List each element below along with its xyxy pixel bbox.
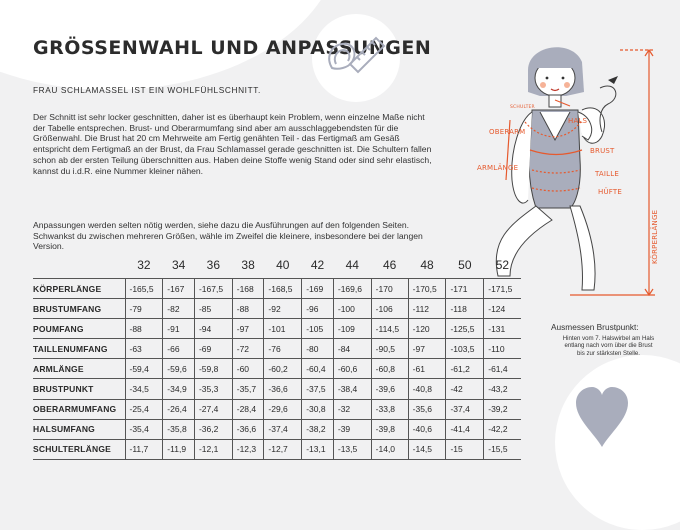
table-cell: -118 bbox=[446, 299, 484, 319]
table-cell: -105 bbox=[302, 319, 334, 339]
table-cell: -42 bbox=[446, 379, 484, 399]
table-cell: -72 bbox=[232, 339, 264, 359]
adjustments-paragraph: Anpassungen werden selten nötig werden, siehe dazu die Ausführungen auf den folgenden Seiten. Schwankst du zwischen mehreren Größen, wähle im Zweifel die kleinere, insbesondere bei der langen Version. bbox=[33, 220, 423, 252]
table-cell: -35,8 bbox=[163, 419, 195, 439]
table-cell: -37,5 bbox=[302, 379, 334, 399]
row-label: BRUSTPUNKT bbox=[33, 379, 125, 399]
table-cell: -125,5 bbox=[446, 319, 484, 339]
table-cell: -12,3 bbox=[232, 439, 264, 459]
label-schulter: SCHULTER bbox=[510, 105, 535, 110]
table-cell: -63 bbox=[125, 339, 163, 359]
table-cell: -96 bbox=[302, 299, 334, 319]
table-cell: -169,6 bbox=[333, 279, 371, 299]
heart-icon bbox=[574, 385, 630, 449]
label-hals: HALS bbox=[568, 117, 588, 125]
table-cell: -120 bbox=[408, 319, 446, 339]
page-title: GRÖSSENWAHL UND ANPASSUNGEN bbox=[33, 37, 432, 59]
size-header-empty bbox=[33, 252, 125, 279]
table-cell: -60 bbox=[232, 359, 264, 379]
table-cell: -101 bbox=[264, 319, 302, 339]
intro-paragraph: Der Schnitt ist sehr locker geschnitten, daher ist es überhaupt kein Problem, wenn einzelne Maße nicht der Tabelle entsprechen. Brust- und Oberarmumfang sind aber am ausschlaggebendsten für die Größenwahl. Die Brust hat 20 cm Mehrweite am Fertig genähten Teil - das Fertigmaß am Gesäß entspricht dem Fertigmaß an der Brust, da Frau Schlamassel gerade geschnitten ist. Die Schultern fallen schon ab der ersten Teilung überschnitten aus. Haben deine Stoffe wenig Stand oder sind sehr elastisch, kannst du i.d.R. eine Nummer kleiner nähen. bbox=[33, 112, 432, 176]
table-cell: -59,8 bbox=[194, 359, 232, 379]
table-cell: -82 bbox=[163, 299, 195, 319]
size-header: 48 bbox=[420, 258, 434, 272]
table-cell: -85 bbox=[194, 299, 232, 319]
table-cell: -12,7 bbox=[264, 439, 302, 459]
table-cell: -167 bbox=[163, 279, 195, 299]
table-cell: -88 bbox=[232, 299, 264, 319]
table-cell: -60,6 bbox=[333, 359, 371, 379]
label-koerperlaenge: KÖRPERLÄNGE bbox=[651, 209, 659, 264]
table-cell: -29,6 bbox=[264, 399, 302, 419]
table-cell: -25,4 bbox=[125, 399, 163, 419]
table-cell: -97 bbox=[408, 339, 446, 359]
table-cell: -109 bbox=[333, 319, 371, 339]
table-cell: -94 bbox=[194, 319, 232, 339]
row-label: KÖRPERLÄNGE bbox=[33, 279, 125, 299]
table-cell: -43,2 bbox=[484, 379, 521, 399]
table-cell: -170,5 bbox=[408, 279, 446, 299]
table-cell: -30,8 bbox=[302, 399, 334, 419]
size-header: 40 bbox=[276, 258, 290, 272]
size-header: 46 bbox=[382, 258, 397, 272]
table-cell: -28,4 bbox=[232, 399, 264, 419]
table-cell: -36,2 bbox=[194, 419, 232, 439]
table-cell: -40,6 bbox=[408, 419, 446, 439]
table-cell: -14,5 bbox=[408, 439, 446, 459]
size-header: 52 bbox=[495, 258, 510, 272]
side-note-title: Ausmessen Brustpunkt: bbox=[551, 322, 639, 332]
table-cell: -41,4 bbox=[446, 419, 484, 439]
table-cell: -39 bbox=[333, 419, 371, 439]
label-taille: TAILLE bbox=[595, 170, 620, 178]
table-cell: -167,5 bbox=[194, 279, 232, 299]
table-cell: -36,6 bbox=[232, 419, 264, 439]
table-cell: -15 bbox=[446, 439, 484, 459]
table-cell: -168 bbox=[232, 279, 264, 299]
table-cell: -26,4 bbox=[163, 399, 195, 419]
table-cell: -171 bbox=[446, 279, 484, 299]
table-cell: -84 bbox=[333, 339, 371, 359]
table-cell: -100 bbox=[333, 299, 371, 319]
table-cell: -38,2 bbox=[302, 419, 334, 439]
table-row bbox=[33, 319, 521, 339]
table-cell: -35,6 bbox=[408, 399, 446, 419]
table-cell: -92 bbox=[264, 299, 302, 319]
table-cell: -34,9 bbox=[163, 379, 195, 399]
table-cell: -97 bbox=[232, 319, 264, 339]
table-cell: -91 bbox=[163, 319, 195, 339]
row-label: OBERARMUMFANG bbox=[33, 399, 125, 419]
table-cell: -39,6 bbox=[371, 379, 408, 399]
table-cell: -59,6 bbox=[163, 359, 195, 379]
table-cell: -60,2 bbox=[264, 359, 302, 379]
size-header: 42 bbox=[310, 258, 325, 272]
table-cell: -171,5 bbox=[484, 279, 521, 299]
table-cell: -11,9 bbox=[163, 439, 195, 459]
size-header: 44 bbox=[345, 258, 359, 272]
table-cell: -35,7 bbox=[232, 379, 264, 399]
size-header: 50 bbox=[458, 258, 472, 272]
table-cell: -110 bbox=[484, 339, 521, 359]
row-label: ARMLÄNGE bbox=[33, 359, 125, 379]
table-row bbox=[33, 339, 521, 359]
subtitle: FRAU SCHLAMASSEL IST EIN WOHLFÜHLSCHNITT. bbox=[33, 85, 261, 95]
label-armlaenge: ARMLÄNGE bbox=[477, 164, 519, 172]
row-label: BRUSTUMFANG bbox=[33, 299, 125, 319]
table-cell: -39,2 bbox=[484, 399, 521, 419]
row-label: POUMFANG bbox=[33, 319, 125, 339]
table-row bbox=[33, 379, 521, 399]
table-cell: -42,2 bbox=[484, 419, 521, 439]
measuring-tape-icon bbox=[320, 22, 392, 86]
table-cell: -69 bbox=[194, 339, 232, 359]
table-row bbox=[33, 299, 521, 319]
table-cell: -32 bbox=[333, 399, 371, 419]
table-cell: -13,5 bbox=[333, 439, 371, 459]
table-cell: -60,4 bbox=[302, 359, 334, 379]
table-cell: -170 bbox=[371, 279, 408, 299]
table-cell: -37,4 bbox=[264, 419, 302, 439]
label-oberarm: OBERARM bbox=[489, 128, 526, 136]
row-label: TAILLENUMFANG bbox=[33, 339, 125, 359]
table-cell: -168,5 bbox=[264, 279, 302, 299]
table-cell: -88 bbox=[125, 319, 163, 339]
table-cell: -33,8 bbox=[371, 399, 408, 419]
table-cell: -169 bbox=[302, 279, 334, 299]
table-cell: -103,5 bbox=[446, 339, 484, 359]
table-cell: -14,0 bbox=[371, 439, 408, 459]
table-cell: -40,8 bbox=[408, 379, 446, 399]
table-cell: -124 bbox=[484, 299, 521, 319]
size-header: 32 bbox=[137, 258, 151, 272]
table-cell: -112 bbox=[408, 299, 446, 319]
table-cell: -80 bbox=[302, 339, 334, 359]
figure-right-leg bbox=[570, 206, 595, 290]
row-label: SCHULTERLÄNGE bbox=[33, 439, 125, 459]
size-header-row bbox=[33, 252, 521, 279]
table-cell: -59,4 bbox=[125, 359, 163, 379]
table-cell: -79 bbox=[125, 299, 163, 319]
label-huefte: HÜFTE bbox=[598, 188, 622, 196]
table-cell: -34,5 bbox=[125, 379, 163, 399]
table-row bbox=[33, 419, 521, 439]
table-cell: -15,5 bbox=[484, 439, 521, 459]
row-label: HALSUMFANG bbox=[33, 419, 125, 439]
size-table bbox=[33, 252, 521, 460]
table-cell: -90,5 bbox=[371, 339, 408, 359]
label-brust: BRUST bbox=[590, 147, 615, 155]
table-cell: -38,4 bbox=[333, 379, 371, 399]
table-cell: -39,8 bbox=[371, 419, 408, 439]
table-row bbox=[33, 279, 521, 299]
table-cell: -27,4 bbox=[194, 399, 232, 419]
table-cell: -11,7 bbox=[125, 439, 163, 459]
table-cell: -66 bbox=[163, 339, 195, 359]
size-header: 36 bbox=[206, 258, 221, 272]
table-cell: -76 bbox=[264, 339, 302, 359]
table-cell: -13,1 bbox=[302, 439, 334, 459]
table-cell: -61 bbox=[408, 359, 446, 379]
side-note-text: Hinten vom 7. Halswirbel am Hals entlang nach vorn über die Brust bis zur stärksten Stelle. bbox=[562, 335, 655, 357]
table-cell: -131 bbox=[484, 319, 521, 339]
table-row bbox=[33, 399, 521, 419]
table-cell: -61,2 bbox=[446, 359, 484, 379]
table-cell: -61,4 bbox=[484, 359, 521, 379]
size-header: 38 bbox=[241, 258, 255, 272]
table-cell: -114,5 bbox=[371, 319, 408, 339]
table-cell: -36,6 bbox=[264, 379, 302, 399]
table-cell: -60,8 bbox=[371, 359, 408, 379]
table-cell: -106 bbox=[371, 299, 408, 319]
table-row bbox=[33, 359, 521, 379]
size-header: 34 bbox=[171, 258, 186, 272]
table-cell: -37,4 bbox=[446, 399, 484, 419]
table-cell: -35,4 bbox=[125, 419, 163, 439]
table-cell: -12,1 bbox=[194, 439, 232, 459]
table-cell: -165,5 bbox=[125, 279, 163, 299]
table-row bbox=[33, 439, 521, 459]
table-cell: -35,3 bbox=[194, 379, 232, 399]
